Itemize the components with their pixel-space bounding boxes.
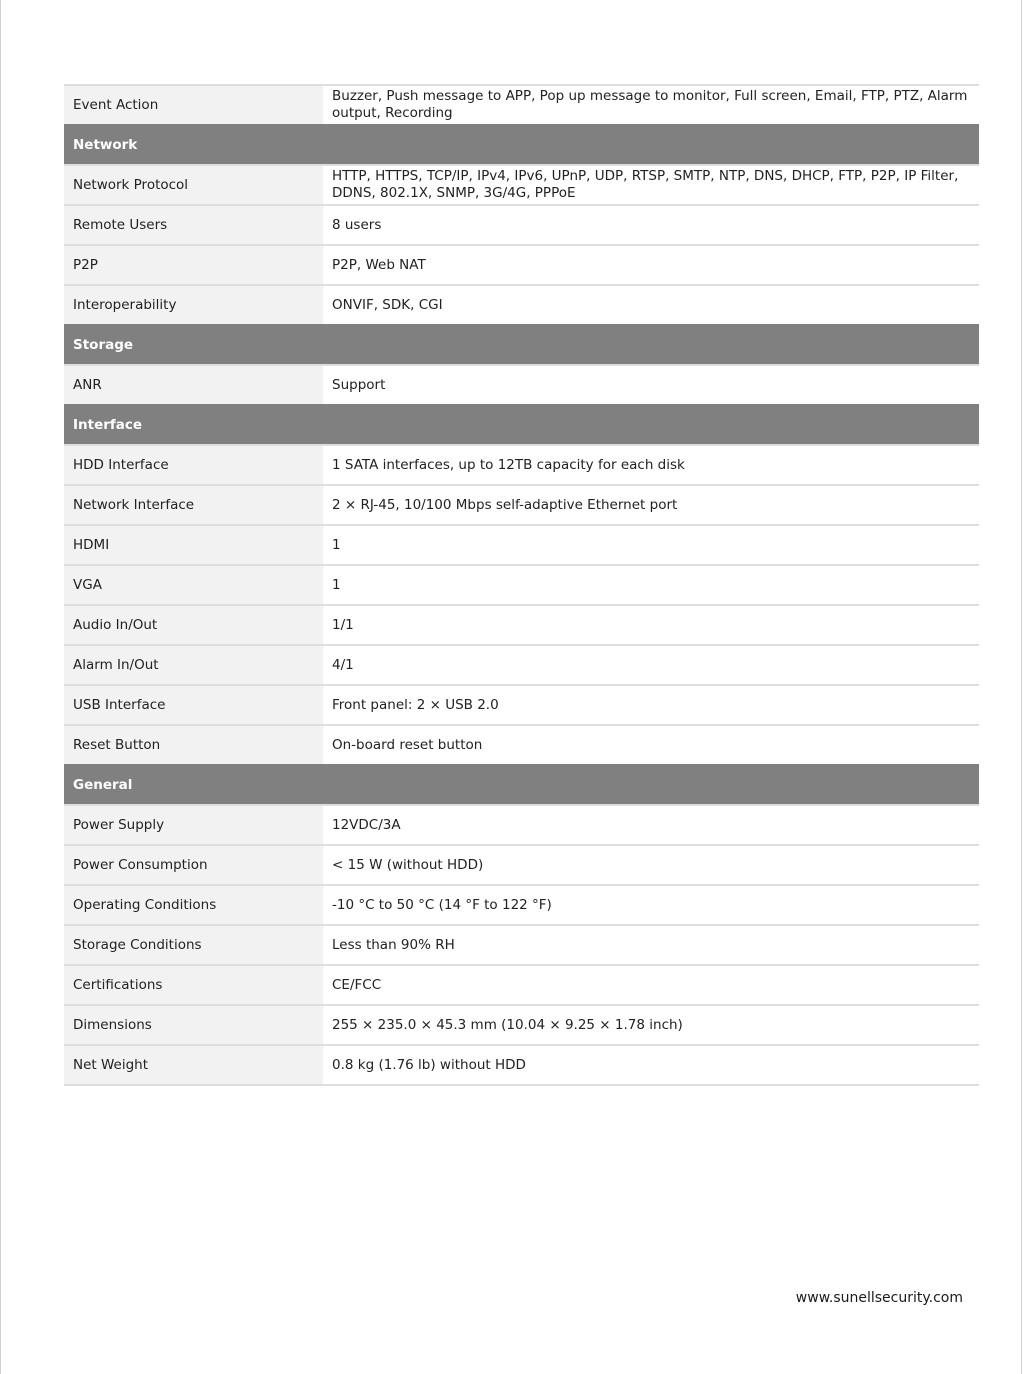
- spec-label: ANR: [64, 365, 323, 405]
- spec-label: HDD Interface: [64, 445, 323, 485]
- spec-label: P2P: [64, 245, 323, 285]
- table-row: [64, 165, 979, 205]
- spec-label: Remote Users: [64, 205, 323, 245]
- table-row: [64, 525, 979, 565]
- spec-value: 255 × 235.0 × 45.3 mm (10.04 × 9.25 × 1.78 inch): [323, 1005, 979, 1045]
- spec-label: Dimensions: [64, 1005, 323, 1045]
- section-title: Storage: [64, 325, 979, 365]
- spec-value: < 15 W (without HDD): [323, 845, 979, 885]
- table-row: [64, 685, 979, 725]
- table-row: [64, 445, 979, 485]
- table-row: [64, 885, 979, 925]
- specification-table-body: [64, 85, 979, 1085]
- spec-value: 1/1: [323, 605, 979, 645]
- table-row: [64, 205, 979, 245]
- spec-label: Network Protocol: [64, 165, 323, 205]
- section-header: [64, 325, 979, 365]
- page-edge-left: [0, 0, 1, 1374]
- table-row: [64, 645, 979, 685]
- spec-label: Reset Button: [64, 725, 323, 765]
- table-row: [64, 925, 979, 965]
- spec-label: Alarm In/Out: [64, 645, 323, 685]
- section-title: General: [64, 765, 979, 805]
- spec-value: 2 × RJ-45, 10/100 Mbps self-adaptive Ethernet port: [323, 485, 979, 525]
- section-header: [64, 405, 979, 445]
- spec-value: P2P, Web NAT: [323, 245, 979, 285]
- section-title: Network: [64, 125, 979, 165]
- table-row: [64, 85, 979, 125]
- spec-value: Support: [323, 365, 979, 405]
- spec-label: Operating Conditions: [64, 885, 323, 925]
- spec-label: Net Weight: [64, 1045, 323, 1085]
- table-row: [64, 365, 979, 405]
- spec-value: 1: [323, 525, 979, 565]
- footer-website-link[interactable]: www.sunellsecurity.com: [795, 1290, 963, 1306]
- table-row: [64, 845, 979, 885]
- spec-value: 8 users: [323, 205, 979, 245]
- spec-label: Network Interface: [64, 485, 323, 525]
- spec-label: HDMI: [64, 525, 323, 565]
- spec-value: Less than 90% RH: [323, 925, 979, 965]
- table-row: [64, 1005, 979, 1045]
- table-row: [64, 1045, 979, 1085]
- spec-value: HTTP, HTTPS, TCP/IP, IPv4, IPv6, UPnP, UDP, RTSP, SMTP, NTP, DNS, DHCP, FTP, P2P, IP Filter, DDNS, 802.1X, SNMP, 3G/4G, PPPoE: [323, 165, 979, 205]
- spec-value: 12VDC/3A: [323, 805, 979, 845]
- spec-label: Event Action: [64, 85, 323, 125]
- spec-value: CE/FCC: [323, 965, 979, 1005]
- table-row: [64, 245, 979, 285]
- specification-table: [64, 84, 979, 1086]
- page-edge-right: [1021, 0, 1022, 1374]
- spec-label: VGA: [64, 565, 323, 605]
- spec-label: Power Consumption: [64, 845, 323, 885]
- table-row: [64, 485, 979, 525]
- spec-value: Buzzer, Push message to APP, Pop up message to monitor, Full screen, Email, FTP, PTZ, Alarm output, Recording: [323, 85, 979, 125]
- table-row: [64, 805, 979, 845]
- spec-value: -10 °C to 50 °C (14 °F to 122 °F): [323, 885, 979, 925]
- spec-label: Storage Conditions: [64, 925, 323, 965]
- spec-label: Audio In/Out: [64, 605, 323, 645]
- spec-label: USB Interface: [64, 685, 323, 725]
- section-header: [64, 765, 979, 805]
- section-header: [64, 125, 979, 165]
- spec-value: 0.8 kg (1.76 lb) without HDD: [323, 1045, 979, 1085]
- table-row: [64, 605, 979, 645]
- table-row: [64, 285, 979, 325]
- spec-value: Front panel: 2 × USB 2.0: [323, 685, 979, 725]
- spec-label: Power Supply: [64, 805, 323, 845]
- spec-value: 1 SATA interfaces, up to 12TB capacity for each disk: [323, 445, 979, 485]
- table-row: [64, 565, 979, 605]
- table-row: [64, 725, 979, 765]
- spec-label: Certifications: [64, 965, 323, 1005]
- table-row: [64, 965, 979, 1005]
- spec-value: On-board reset button: [323, 725, 979, 765]
- section-title: Interface: [64, 405, 979, 445]
- spec-value: 4/1: [323, 645, 979, 685]
- spec-value: ONVIF, SDK, CGI: [323, 285, 979, 325]
- spec-label: Interoperability: [64, 285, 323, 325]
- spec-value: 1: [323, 565, 979, 605]
